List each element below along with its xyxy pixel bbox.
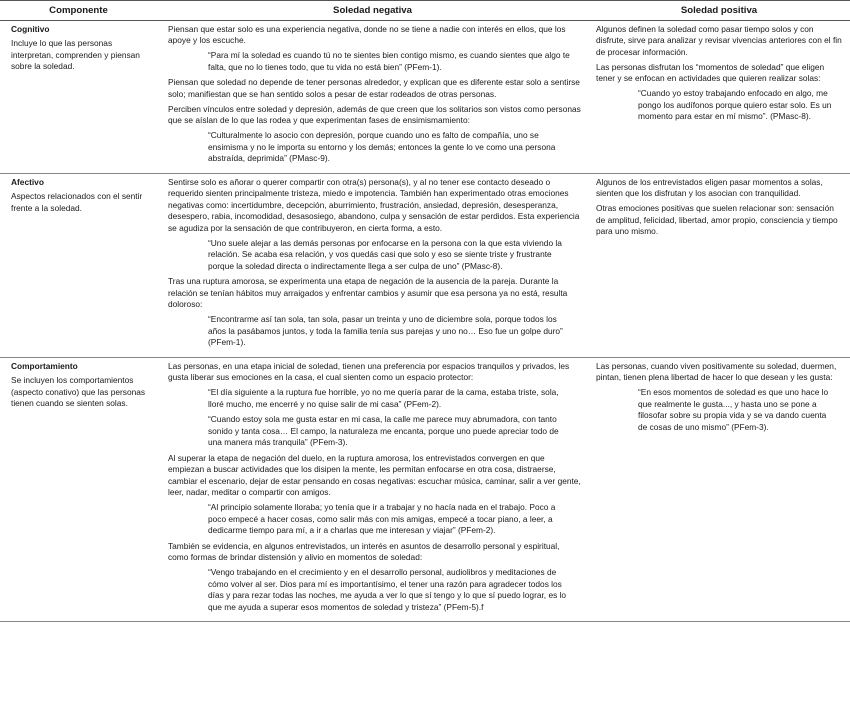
- row-comportamiento: [0, 357, 850, 622]
- negative-quote: “El día siguiente a la ruptura fue horrible, yo no me quería parar de la cama, estaba triste, sola, lloré mucho, me encerré y no quise salir de mi casa” (PFem-2).: [208, 387, 559, 409]
- negative-quote: “Para mí la soledad es cuando tú no te sientes bien contigo mismo, es cuando sientes que algo te falta, que no lo tienes todo, que tu vida no está bien” (PFem-1).: [208, 50, 570, 72]
- component-cell: [0, 173, 157, 357]
- positive-text: Algunos definen la soledad como pasar tiempo solos y con disfrute, sirve para analizar y revisar vivencias anteriores con el fin de procesar información.: [596, 23, 842, 57]
- header-componente: Componente: [0, 1, 157, 21]
- row-afectivo: [0, 173, 850, 357]
- negative-text: Piensan que estar solo es una experiencia negativa, donde no se tiene a nadie con interés en ellos, que los apoye y los escuche.: [168, 23, 566, 45]
- component-description: Se incluyen los comportamientos (aspecto conativo) que las personas tienen cuando se sienten solas.: [11, 375, 146, 408]
- negative-text: Tras una ruptura amorosa, se experimenta una etapa de negación de la ausencia de la pareja. Durante la relación se tenían hábitos muy arraigados y enfrentar cambios y asumir que esa persona ya no está, resulta doloroso:: [168, 276, 568, 309]
- negative-quote: “Encontrarme así tan sola, tan sola, pasar un treinta y uno de diciembre sola, porque todos los años la pasábamos juntos, y toda la familia tenía sus parejas y uno no… Eso fue un golpe duro” (PFem-1).: [208, 314, 563, 347]
- positive-text: Las personas disfrutan los “momentos de soledad” que eligen tener y se enfocan en actividades que quieren realizar solas:: [596, 61, 825, 83]
- negative-text: Piensan que soledad no depende de tener personas alrededor, y explican que es diferente estar solo a sentirse solo; manifiestan que se han sentido solos a pesar de estar rodeados de otras personas.: [168, 77, 580, 99]
- negative-text: Perciben vínculos entre soledad y depresión, además de que creen que los solitarios son vistos como personas que se aíslan de lo que las rodea y que experimentan fases de ensimismamiento:: [168, 103, 581, 125]
- negative-quote: “Culturalmente lo asocio con depresión, porque cuando uno es falto de compañía, uno se ensimisma y no le importa su entorno y los demás; entonces la gente lo ve como una persona abstraída, deprimida” (PMasc-9).: [208, 130, 556, 163]
- positive-cell: [588, 357, 850, 622]
- component-title: Comportamiento: [11, 360, 78, 371]
- negative-text: También se evidencia, en algunos entrevistados, un interés en asuntos de desarrollo personal y espiritual, como formas de brindar distensión y alivio en momentos de soledad:: [168, 540, 560, 562]
- positive-text: Otras emociones positivas que suelen relacionar son: sensación de amplitud, felicidad, libertad, amor propio, consciencia y tiempo para uno mismo.: [596, 203, 838, 236]
- positive-text: Las personas, cuando viven positivamente su soledad, duermen, pintan, tienen plena libertad de hacer lo que desean y les gusta:: [596, 360, 837, 382]
- row-cognitivo: [0, 20, 850, 173]
- positive-quote: “Cuando yo estoy trabajando enfocado en algo, me pongo los audífonos porque quiero estar solo. Es un momento para estar en mí mismo”. (PMasc-8).: [638, 88, 832, 121]
- negative-quote: “Uno suele alejar a las demás personas por enfocarse en la persona con la que esta viviendo la relación. Se acaba esa relación, y vos quedás casi que solo y eso se siente triste y frustrante porque la soledad directa o indirectamente llega a ser culpa de uno” (PMasc-8).: [208, 237, 562, 271]
- component-title: Afectivo: [11, 176, 44, 187]
- header-row: [0, 1, 850, 21]
- negative-text: Sentirse solo es añorar o querer compartir con otra(s) persona(s), y al no tener ese contacto deseado o requerido sienten principalmente tristeza, miedo e impotencia. También han experimentado otras emociones negativas como: incertidumbre, decepción, aburrimiento, frustración, ansiedad, depresión, desesperanza, desespero, rabia, incomodidad, desasosiego, abandono, culpa y sensación de estar perdidos. Esta experiencia se agudiza por la sensación de que contribuyeron, en cierta forma, a esto.: [168, 176, 580, 233]
- positive-cell: [588, 20, 850, 173]
- positive-text: Algunos de los entrevistados eligen pasar momentos a solas, sienten que los disfrutan y los asocian con tranquilidad.: [596, 176, 823, 198]
- component-description: Incluye lo que las personas interpretan, comprenden y piensan sobre la soledad.: [11, 38, 140, 71]
- positive-cell: [588, 173, 850, 357]
- header-soledad-negativa: Soledad negativa: [157, 1, 588, 21]
- negative-cell: [157, 357, 588, 622]
- negative-text: Al superar la etapa de negación del duelo, en la ruptura amorosa, los entrevistados convergen en que empiezan a buscar actividades que los disipen la mente, les permitan enfocarse en otra cosa, distraerse, cambiar el escenario, dejar de estar pensando en cosas negativas: escuchar música, caminar, salir a ver gente, leer, nadar, meditar o compartir con amigos.: [168, 452, 581, 497]
- component-cell: [0, 20, 157, 173]
- component-title: Cognitivo: [11, 23, 50, 34]
- negative-quote: “Cuando estoy sola me gusta estar en mi casa, la calle me parece muy abrumadora, con tanto sonido y tanta cosa… El campo, la naturaleza me encanta, porque uno puede apreciar todo de una manera más tranquila” (PFem-3).: [208, 414, 559, 447]
- negative-quote: “Al principio solamente lloraba; yo tenía que ir a trabajar y no hacía nada en el trabajo. Poco a poco empecé a hacer cosas, como salir más con mis amigas, empecé a tocar piano, a leer, a dedicarme tiempo para mí, a ir a charlas que me interesan y viajar” (PFem-2).: [208, 502, 556, 535]
- component-description: Aspectos relacionados con el sentir frente a la soledad.: [11, 191, 143, 213]
- positive-quote: “En esos momentos de soledad es que uno hace lo que realmente le gusta..., y hasta uno se pone a filosofar sobre su propia vida y se va dando cuenta de cosas de uno mismo” (PFem-3).: [638, 387, 829, 432]
- component-cell: [0, 357, 157, 622]
- negative-cell: [157, 20, 588, 173]
- negative-quote: “Vengo trabajando en el crecimiento y en el desarrollo personal, audiolibros y meditaciones de cómo volver al ser. Dios para mí es importantísimo, el tener una razón para agradecer todos los días y para rezar todas las noches, me ayuda a ver lo que sí tengo y lo que sí puedo lograr, es lo que me ayuda a superar esos momentos de soledad y tristeza” (PFem-5).f: [208, 567, 567, 612]
- negative-cell: [157, 173, 588, 357]
- header-soledad-positiva: Soledad positiva: [588, 1, 850, 21]
- negative-text: Las personas, en una etapa inicial de soledad, tienen una preferencia por espacios tranquilos y privados, les gusta liberar sus emociones en la casa, el cual sienten como un espacio protector:: [168, 360, 570, 382]
